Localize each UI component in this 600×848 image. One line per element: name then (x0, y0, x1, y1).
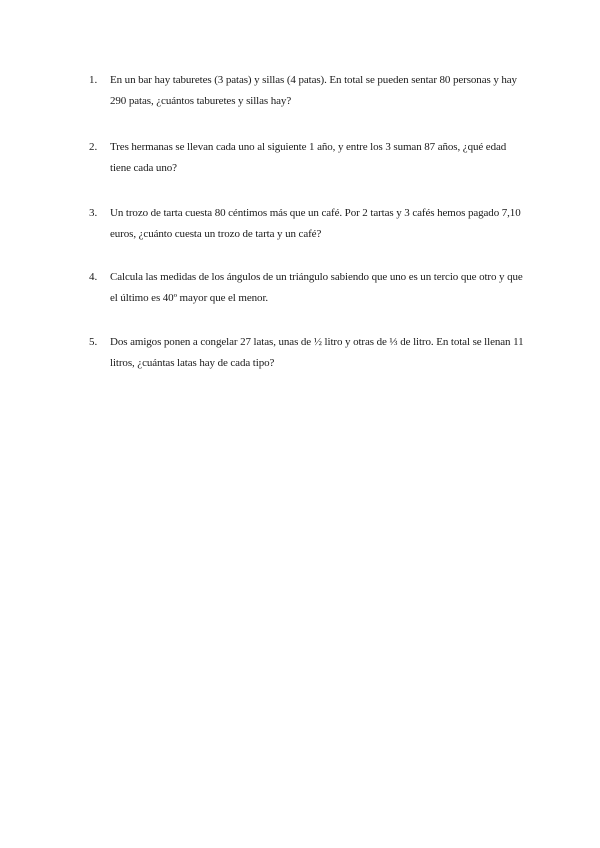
problem-number: 3. (89, 207, 98, 219)
problem-text: En un bar hay taburetes (3 patas) y sillas (4 patas). En total se pueden sentar 80 personas y hay 290 patas, ¿cuántos taburetes y sillas hay? (110, 74, 517, 107)
problem-text: Dos amigos ponen a congelar 27 latas, unas de ½ litro y otras de ⅓ de litro. En total se llenan 11 litros, ¿cuántas latas hay de cada tipo? (110, 336, 524, 369)
problem-text: Tres hermanas se llevan cada uno al siguiente 1 año, y entre los 3 suman 87 años, ¿qué edad tiene cada uno? (110, 141, 507, 174)
problem-text: Calcula las medidas de los ángulos de un triángulo sabiendo que uno es un tercio que otro y que el último es 40º mayor que el menor. (110, 271, 523, 304)
problem-number: 5. (89, 336, 98, 348)
problem-number: 2. (89, 141, 98, 153)
problem-number: 4. (89, 271, 98, 283)
problem-number: 1. (89, 74, 98, 86)
problem-text: Un trozo de tarta cuesta 80 céntimos más que un café. Por 2 tartas y 3 cafés hemos pagado 7,10 euros, ¿cuánto cuesta un trozo de tarta y un café? (110, 207, 521, 240)
